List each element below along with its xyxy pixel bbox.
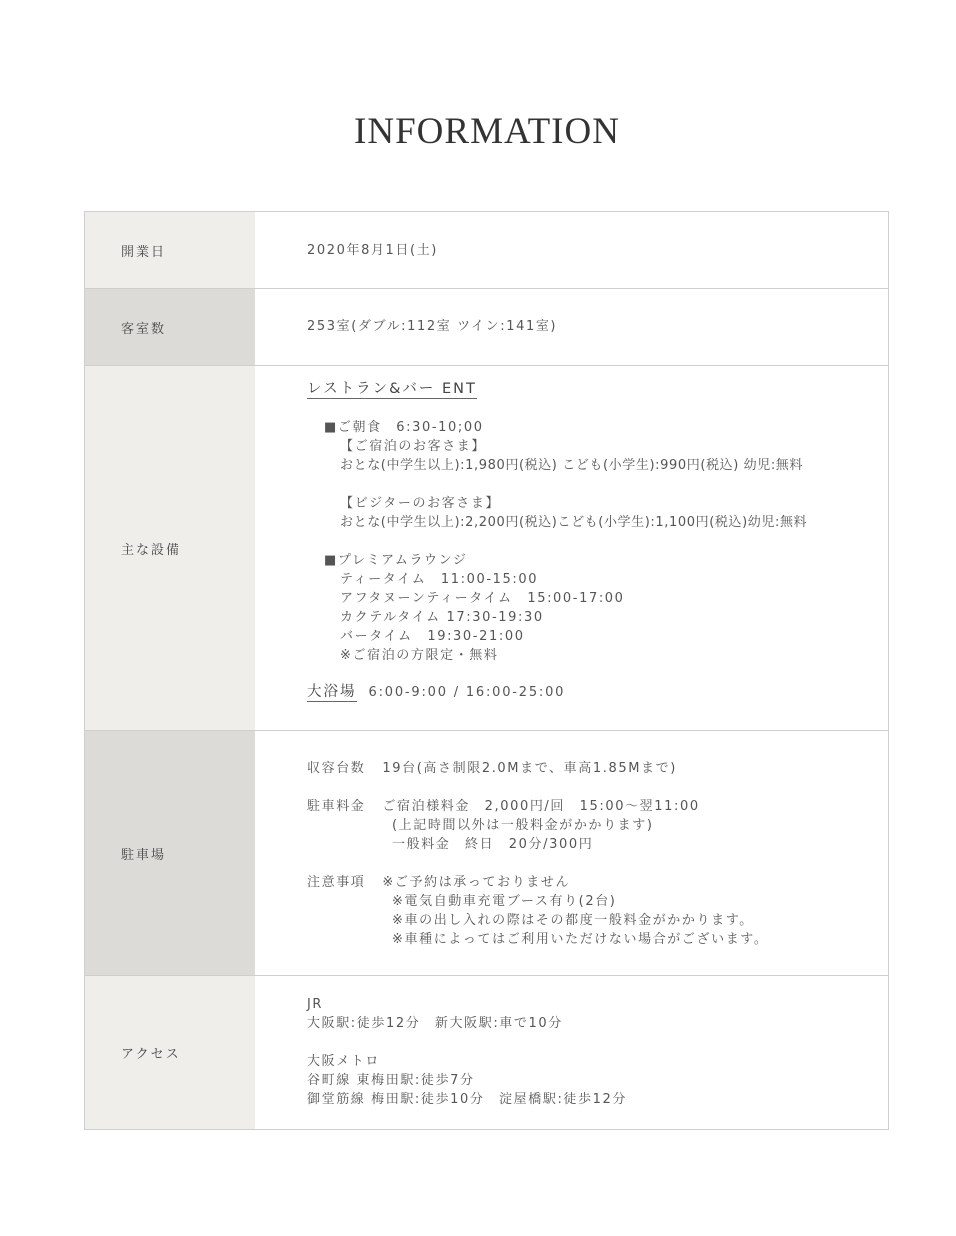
row-label: 客室数 bbox=[85, 289, 255, 365]
bath-heading: 大浴場 bbox=[307, 684, 357, 700]
row-room-count bbox=[85, 289, 888, 366]
capacity-value: 19台(高さ制限2.0Mまで、車高1.85Mまで) bbox=[382, 761, 677, 776]
opening-date-text: 2020年8月1日(土) bbox=[307, 243, 438, 258]
afternoon-tea-time: アフタヌーンティータイム 15:00-17:00 bbox=[340, 591, 625, 606]
row-access bbox=[85, 976, 888, 1129]
capacity-key: 収容台数 bbox=[307, 761, 366, 776]
visitor-price: おとな(中学生以上):2,200円(税込)こども(小学生):1,100円(税込)幼児:無料 bbox=[340, 515, 808, 530]
parking-note: ※電気自動車充電ブース有り(2台) bbox=[392, 894, 617, 909]
row-label: 開業日 bbox=[85, 212, 255, 288]
metro-access: 谷町線 東梅田駅:徒歩7分 bbox=[307, 1073, 475, 1088]
jr-access: 大阪駅:徒歩12分 新大阪駅:車で10分 bbox=[307, 1016, 563, 1031]
general-fee: 一般料金 終日 20分/300円 bbox=[392, 837, 594, 852]
row-value bbox=[255, 976, 888, 1129]
fee-note: (上記時間以外は一般料金がかかります) bbox=[392, 818, 654, 833]
fee-key: 駐車料金 bbox=[307, 799, 366, 814]
row-value bbox=[255, 366, 888, 730]
lounge-note: ※ご宿泊の方限定・無料 bbox=[340, 648, 499, 663]
row-label: アクセス bbox=[85, 976, 255, 1129]
row-value bbox=[255, 289, 888, 365]
metro-heading: 大阪メトロ bbox=[307, 1054, 381, 1069]
information-table bbox=[84, 211, 889, 1130]
fee-value: ご宿泊様料金 2,000円/回 15:00〜翌11:00 bbox=[382, 799, 700, 814]
parking-note: ※ご予約は承っておりません bbox=[382, 875, 571, 890]
row-value bbox=[255, 212, 888, 288]
page-title: INFORMATION bbox=[354, 111, 620, 152]
lounge-heading: ■プレミアムラウンジ bbox=[324, 553, 468, 568]
visitor-header: 【ビジターのお客さま】 bbox=[340, 496, 501, 511]
bath-hours: 6:00-9:00 / 16:00-25:00 bbox=[368, 685, 566, 700]
cocktail-time: カクテルタイム 17:30-19:30 bbox=[340, 610, 544, 625]
row-label: 駐車場 bbox=[85, 731, 255, 975]
guest-price: おとな(中学生以上):1,980円(税込) こども(小学生):990円(税込) 幼児:無料 bbox=[340, 458, 804, 473]
room-count-text: 253室(ダブル:112室 ツイン:141室) bbox=[307, 319, 558, 334]
guest-header: 【ご宿泊のお客さま】 bbox=[340, 439, 487, 454]
notes-key: 注意事項 bbox=[307, 875, 366, 890]
parking-note: ※車の出し入れの際はその都度一般料金がかかります。 bbox=[392, 913, 754, 928]
row-parking bbox=[85, 731, 888, 976]
parking-note: ※車種によってはご利用いただけない場合がございます。 bbox=[392, 932, 769, 947]
breakfast-hours: ■ご朝食 6:30-10;00 bbox=[324, 420, 484, 435]
row-value bbox=[255, 731, 888, 975]
row-label: 主な設備 bbox=[85, 366, 255, 730]
metro-access: 御堂筋線 梅田駅:徒歩10分 淀屋橋駅:徒歩12分 bbox=[307, 1092, 627, 1107]
tea-time: ティータイム 11:00-15:00 bbox=[340, 572, 539, 587]
row-opening-date bbox=[85, 212, 888, 289]
jr-heading: JR bbox=[307, 997, 324, 1012]
row-facilities bbox=[85, 366, 888, 731]
restaurant-heading: レストラン&バー ENT bbox=[307, 381, 477, 397]
bar-time: バータイム 19:30-21:00 bbox=[340, 629, 525, 644]
